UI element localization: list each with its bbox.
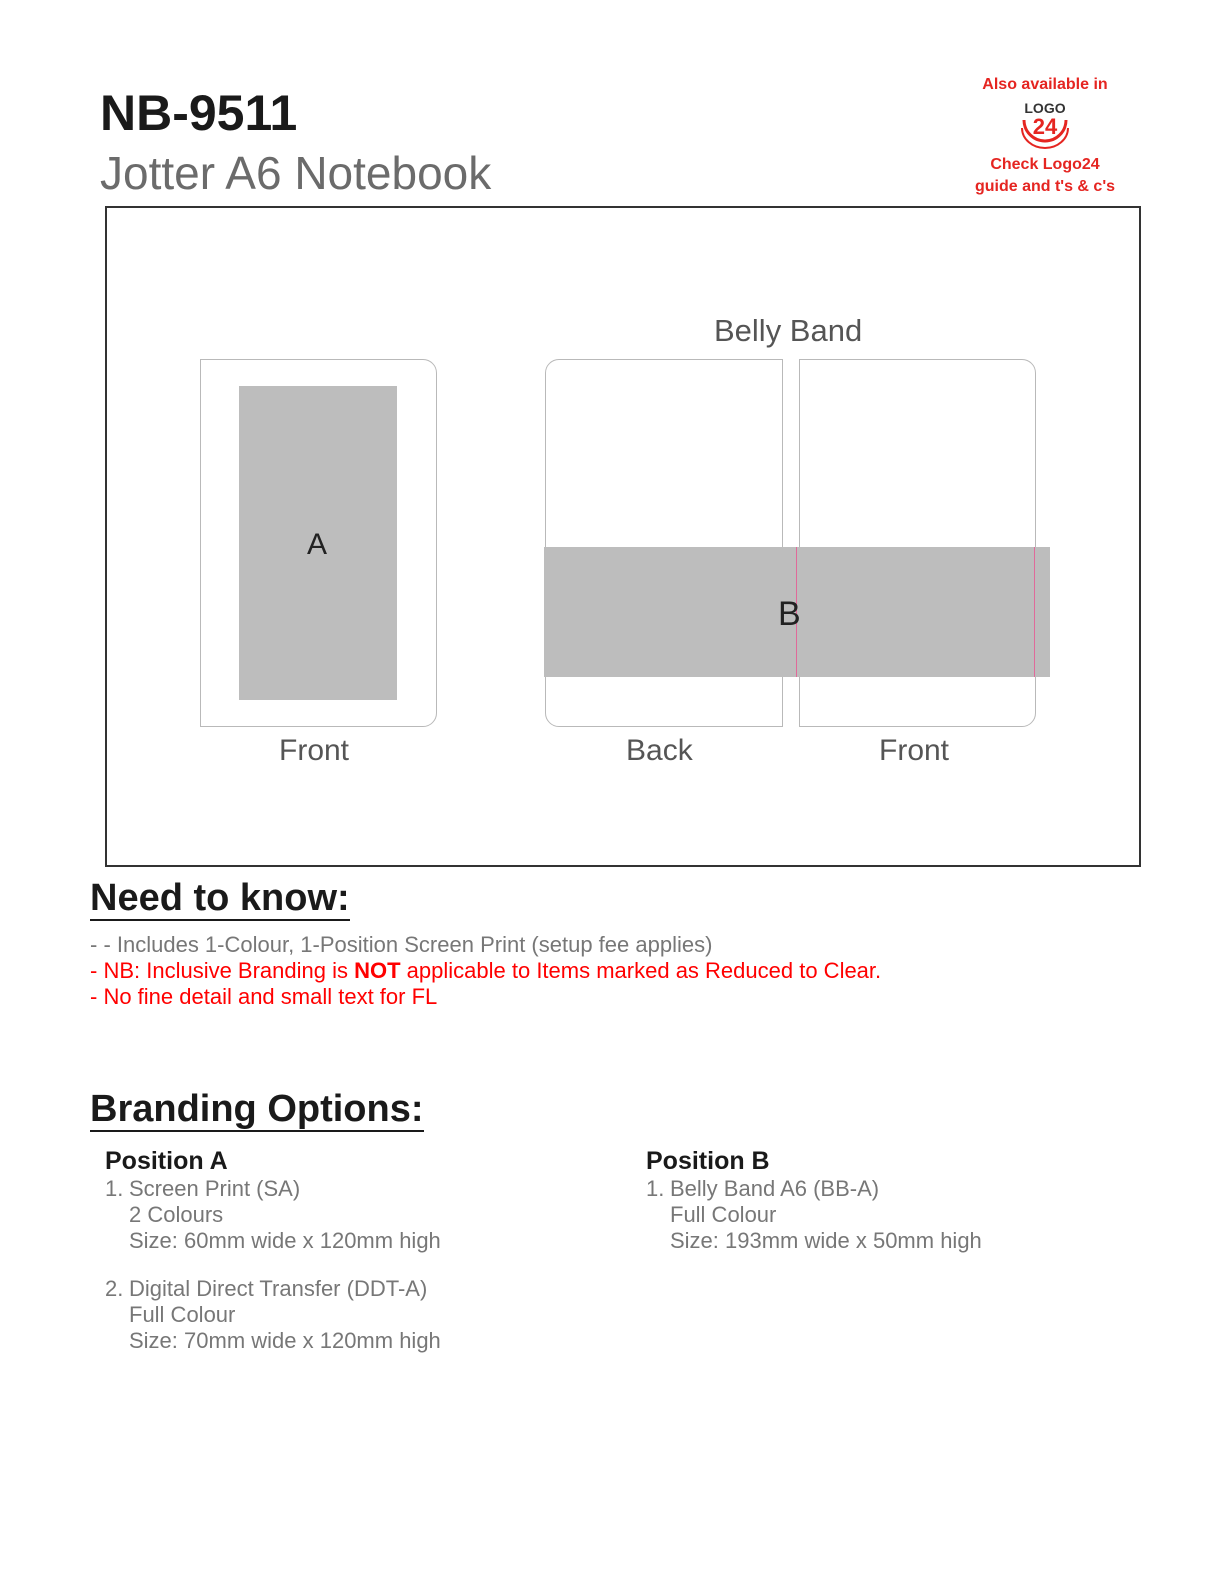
diagram-frame — [105, 206, 1141, 867]
option-colours: 2 Colours — [129, 1202, 224, 1227]
product-name: Jotter A6 Notebook — [100, 147, 492, 199]
option-colours: Full Colour — [129, 1302, 236, 1327]
branding-option — [105, 1276, 605, 1354]
need-to-know-item: - No fine detail and small text for FL — [90, 984, 438, 1009]
branding-options-heading: Branding Options: — [90, 1088, 424, 1130]
product-code: NB-9511 — [100, 85, 298, 141]
need-to-know-heading: Need to know: — [90, 877, 350, 919]
logo24-available-text: Also available in — [982, 76, 1108, 93]
need-to-know-item — [90, 958, 881, 984]
option-name: Belly Band A6 (BB-A) — [670, 1176, 880, 1201]
position-a-options — [105, 1146, 605, 1354]
option-size: Size: 70mm wide x 120mm high — [129, 1328, 441, 1353]
option-number: 1. — [646, 1176, 665, 1201]
option-size: Size: 60mm wide x 120mm high — [129, 1228, 441, 1253]
option-colours: Full Colour — [670, 1202, 777, 1227]
fold-line-right — [1034, 547, 1035, 677]
logo24-badge — [950, 74, 1140, 204]
logo24-terms-text: guide and t's & c's — [974, 178, 1116, 195]
need-to-know-emphasis: NOT — [354, 958, 401, 983]
option-size: Size: 193mm wide x 50mm high — [670, 1228, 982, 1253]
position-b-label: B — [778, 595, 801, 633]
need-to-know-text: - NB: Inclusive Branding is — [90, 958, 355, 983]
logo24-word: LOGO — [1024, 100, 1066, 116]
branding-option — [105, 1176, 605, 1254]
front-label-2: Front — [879, 734, 950, 767]
logo24-check-text: Check Logo24 — [990, 156, 1100, 173]
position-a-label: A — [307, 528, 328, 561]
front-label: Front — [279, 734, 350, 767]
need-to-know-text: applicable to Items marked as Reduced to Clear. — [400, 958, 882, 983]
option-name: Digital Direct Transfer (DDT-A) — [129, 1276, 428, 1301]
need-to-know-item: - - Includes 1-Colour, 1-Position Screen Print (setup fee applies) — [90, 932, 713, 957]
option-name: Screen Print (SA) — [129, 1176, 301, 1201]
back-label: Back — [626, 734, 693, 767]
option-number: 2. — [105, 1276, 124, 1301]
position-b-title: Position B — [646, 1147, 770, 1175]
need-to-know-list — [90, 932, 881, 1010]
option-number: 1. — [105, 1176, 124, 1201]
branding-option — [646, 1176, 1146, 1254]
position-b-options — [646, 1146, 1146, 1254]
logo24-number: 24 — [1032, 114, 1058, 139]
belly-band-title: Belly Band — [714, 313, 863, 348]
logo24-mark — [1010, 98, 1080, 154]
position-a-title: Position A — [105, 1147, 228, 1175]
